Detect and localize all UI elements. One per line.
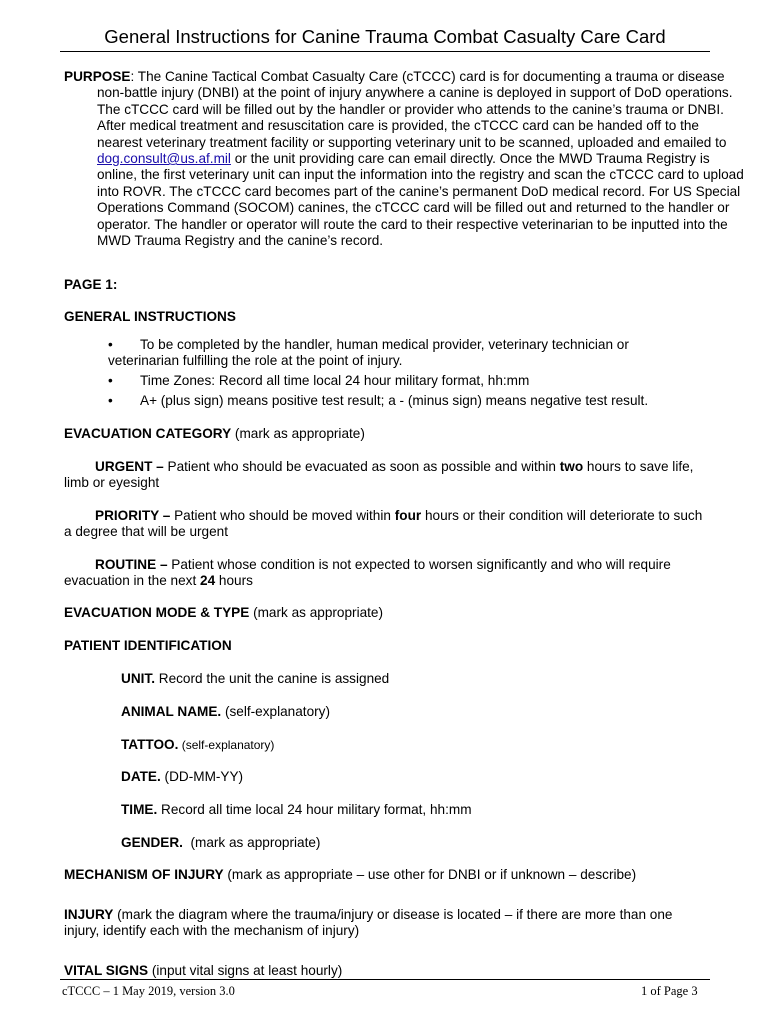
priority-emphasis: four	[394, 508, 422, 523]
bullet-3: A+ (plus sign) means positive test result; a - (minus sign) means negative test result.	[140, 393, 649, 408]
priority-line-1	[95, 508, 702, 524]
unit-text: Record the unit the canine is assigned	[154, 671, 390, 686]
evacuation-mode-note: (mark as appropriate)	[249, 605, 384, 620]
unit-item	[121, 671, 389, 687]
injury-line-1	[64, 907, 673, 923]
priority-line-2: a degree that will be urgent	[64, 524, 228, 539]
date-text: (DD-MM-YY)	[160, 769, 244, 784]
urgent-label: URGENT –	[95, 459, 164, 474]
patient-identification-heading: PATIENT IDENTIFICATION	[64, 638, 232, 653]
bullet-marker: •	[108, 337, 113, 352]
email-link[interactable]: dog.consult@us.af.mil	[97, 151, 231, 167]
urgent-text: Patient who should be evacuated as soon as possible and within	[163, 459, 560, 474]
urgent-line-1	[95, 459, 693, 475]
purpose-paragraph	[64, 69, 747, 249]
unit-label: UNIT.	[121, 671, 155, 686]
priority-text-end: hours or their condition will deteriorate to such	[421, 508, 703, 523]
footer-divider	[60, 979, 710, 980]
animal-name-text: (self-explanatory)	[221, 704, 330, 719]
page1-heading: PAGE 1:	[64, 277, 118, 292]
injury-heading: INJURY	[64, 907, 114, 922]
priority-label: PRIORITY –	[95, 508, 171, 523]
routine-text-3: hours	[215, 573, 253, 588]
gender-label: GENDER.	[121, 835, 183, 850]
tattoo-text: (self-explanatory)	[178, 738, 275, 752]
purpose-label: PURPOSE	[64, 69, 131, 84]
general-instructions-heading: GENERAL INSTRUCTIONS	[64, 309, 236, 324]
date-item	[121, 769, 243, 785]
animal-name-label: ANIMAL NAME.	[121, 704, 222, 719]
mechanism-note: (mark as appropriate – use other for DNBI or if unknown – describe)	[223, 867, 637, 882]
time-text: Record all time local 24 hour military format, hh:mm	[157, 802, 472, 817]
vital-signs-note: (input vital signs at least hourly)	[148, 963, 343, 978]
evacuation-category-line	[64, 426, 365, 442]
priority-text: Patient who should be moved within	[170, 508, 395, 523]
evacuation-category-heading: EVACUATION CATEGORY	[64, 426, 232, 441]
routine-line-2	[64, 573, 253, 589]
tattoo-label: TATTOO.	[121, 737, 179, 752]
vital-signs-heading: VITAL SIGNS	[64, 963, 149, 978]
purpose-text-2: or the unit providing care can email directly. Once the MWD Trauma Registry is online, the first veterinary unit can input the information into the registry and scan the cTCCC card to upload into ROVR. The cTCCC card becomes part of the canine’s permanent DoD medical record. For US Special Operations Command (SOCOM) canines, the cTCCC card will be filled out and returned to the handler or operator. The handler or operator will route the card to their respective veterinarian to be inputted into the MWD Trauma Registry and the canine’s record.	[97, 151, 744, 249]
evacuation-mode-heading: EVACUATION MODE & TYPE	[64, 605, 250, 620]
routine-line-1	[95, 557, 671, 573]
bullet-marker: •	[108, 393, 113, 408]
bullet-2: Time Zones: Record all time local 24 hour military format, hh:mm	[140, 373, 530, 388]
footer-page-number: 1 of Page 3	[641, 984, 698, 998]
bullet-marker: •	[108, 373, 113, 388]
time-item	[121, 802, 472, 818]
routine-label: ROUTINE –	[95, 557, 168, 572]
tattoo-item	[121, 737, 274, 753]
vital-signs-line	[64, 963, 342, 979]
evacuation-mode-line	[64, 605, 383, 621]
urgent-emphasis: two	[559, 459, 584, 474]
routine-emphasis: 24	[200, 573, 216, 588]
injury-line-2: injury, identify each with the mechanism of injury)	[64, 923, 360, 938]
evacuation-category-note: (mark as appropriate)	[231, 426, 365, 441]
gender-item	[121, 835, 320, 851]
purpose-text-1: : The Canine Tactical Combat Casualty Care (cTCCC) card is for documenting a trauma or disease non-battle injury (DNBI) at the point of injury anywhere a canine is deployed in support of DoD operations. The cTCCC card will be filled out by the handler or provider who attends to the canine’s trauma or DNBI. After medical treatment and resuscitation care is provided, the cTCCC card can be handed off to the nearest veterinary treatment facility or supporting veterinary unit to be scanned, uploaded and emailed to	[97, 69, 733, 150]
date-label: DATE.	[121, 769, 161, 784]
page-title: General Instructions for Canine Trauma Combat Casualty Care Card	[60, 26, 710, 52]
routine-text-2: evacuation in the next	[64, 573, 201, 588]
mechanism-line	[64, 867, 636, 883]
bullet-1-line-2: veterinarian fulfilling the role at the point of injury.	[108, 353, 403, 368]
urgent-text-end: hours to save life,	[583, 459, 694, 474]
routine-text: Patient whose condition is not expected to worsen significantly and who will require	[167, 557, 671, 572]
gender-text: (mark as appropriate)	[182, 835, 321, 850]
bullet-1-line-1: To be completed by the handler, human medical provider, veterinary technician or	[140, 337, 629, 352]
time-label: TIME.	[121, 802, 158, 817]
urgent-line-2: limb or eyesight	[64, 475, 160, 490]
mechanism-heading: MECHANISM OF INJURY	[64, 867, 224, 882]
injury-text: (mark the diagram where the trauma/injury or disease is located – if there are more than one	[113, 907, 673, 922]
animal-name-item	[121, 704, 330, 720]
footer-version: cTCCC – 1 May 2019, version 3.0	[62, 984, 235, 998]
